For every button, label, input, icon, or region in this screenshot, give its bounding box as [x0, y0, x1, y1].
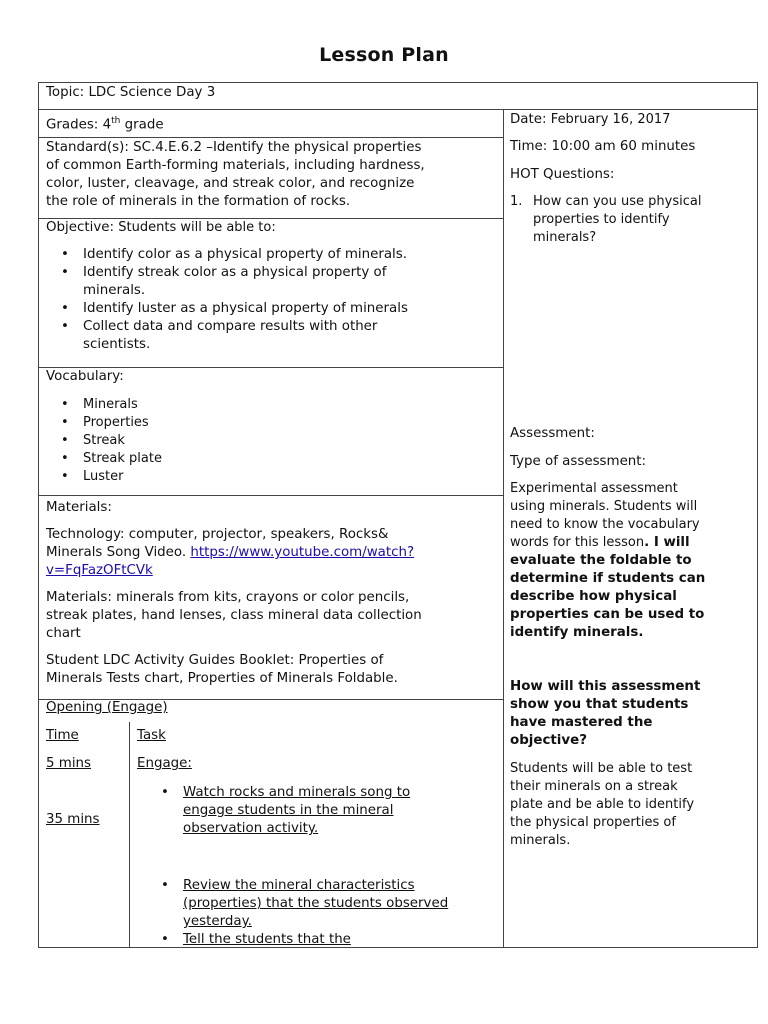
- vocabulary-cell: [46, 368, 501, 486]
- column-divider: [503, 109, 504, 947]
- opening-label: Opening (Engage): [46, 700, 168, 715]
- list-item: • Streak: [39, 432, 501, 450]
- ldc-line: Minerals Tests chart, Properties of Minerals Foldable.: [46, 671, 398, 686]
- date-value: February 16, 2017: [550, 112, 671, 127]
- mastery-question: How will this assessment show you that students have mastered the objective?: [510, 679, 701, 748]
- vocabulary-list: [39, 396, 501, 486]
- list-item: • Minerals: [39, 396, 501, 414]
- list-item: • Luster: [39, 468, 501, 486]
- hot-question: 1. How can you use physical properties to identify minerals?: [510, 194, 702, 245]
- grades-number: 4: [102, 117, 112, 133]
- engage-label: Engage:: [137, 756, 192, 771]
- grades-label: Grades:: [46, 117, 99, 133]
- hot-question-number: 1.: [510, 194, 523, 209]
- objective-list: [39, 246, 501, 354]
- standards-label: Standard(s):: [46, 140, 129, 155]
- time-header: Time: [46, 728, 79, 743]
- page-title: Lesson Plan: [319, 44, 449, 66]
- materials-line: streak plates, hand lenses, class mineral data collection: [46, 608, 422, 623]
- hot-questions-label: HOT Questions:: [510, 167, 615, 182]
- objective-label: Objective:: [46, 220, 115, 235]
- time-line: Time: 10:00 am 60 minutes: [510, 139, 696, 154]
- assessment-description: Experimental assessment using minerals. Students will need to know the vocabulary words for this lesson. I will: [510, 481, 700, 550]
- assessment-label: Assessment:: [510, 426, 595, 441]
- engage-list: [139, 784, 501, 838]
- materials-cell: [46, 499, 501, 688]
- topic-row: [46, 84, 215, 102]
- vocabulary-label: Vocabulary:: [46, 369, 124, 384]
- date-label: Date:: [510, 112, 547, 127]
- youtube-link-continued[interactable]: v=FqFazOFtCVk: [46, 563, 153, 578]
- grades-suffix: grade: [124, 117, 164, 133]
- row-divider: [39, 137, 503, 138]
- list-item: • Identify luster as a physical property of minerals: [39, 300, 501, 318]
- list-item: • Review the mineral characteristics (properties) that the students observed yesterday.: [139, 877, 501, 931]
- engage-list: [139, 877, 501, 949]
- standards-line: SC.4.E.6.2 –Identify the physical properties: [133, 140, 422, 155]
- list-item: • Streak plate: [39, 450, 501, 468]
- list-item: • Identify color as a physical property of minerals.: [39, 246, 501, 264]
- topic-value: LDC Science Day 3: [88, 85, 216, 100]
- lesson-plan-table: [38, 82, 758, 948]
- ldc-line: Student LDC Activity Guides Booklet: Properties of: [46, 653, 384, 668]
- list-item: • Watch rocks and minerals song to engage students in the mineral observation activity.: [139, 784, 501, 838]
- topic-label: Topic:: [46, 85, 85, 100]
- grades-row: [46, 112, 164, 134]
- list-item: • Tell the students that the: [139, 931, 501, 949]
- type-of-assessment-label: Type of assessment:: [510, 454, 647, 469]
- materials-line: Materials: minerals from kits, crayons or color pencils,: [46, 590, 410, 605]
- right-column: [510, 111, 755, 247]
- youtube-link[interactable]: https://www.youtube.com/watch?: [190, 545, 415, 560]
- technology-line: Minerals Song Video.: [46, 545, 187, 560]
- materials-line: chart: [46, 626, 81, 641]
- standards-cell: [46, 139, 501, 211]
- standards-line: color, luster, cleavage, and streak color, and recognize: [46, 176, 415, 191]
- time-35-mins: 35 mins: [46, 812, 100, 827]
- objective-cell: [46, 219, 501, 354]
- grades-superscript: th: [111, 116, 121, 126]
- assessment-evaluation: evaluate the foldable to determine if students can describe how physical properties can be used to identify minerals.: [510, 553, 706, 640]
- technology-line: Technology: computer, projector, speakers, Rocks&: [46, 527, 389, 542]
- mastery-answer: Students will be able to test their minerals on a streak plate and be able to identify the physical properties of minerals.: [510, 761, 695, 848]
- time-5-mins: 5 mins: [46, 756, 92, 771]
- row-divider: [39, 109, 757, 110]
- objective-intro: Students will be able to:: [118, 220, 276, 235]
- materials-label: Materials:: [46, 500, 112, 515]
- standards-line: of common Earth-forming materials, including hardness,: [46, 158, 425, 173]
- assessment-section: [510, 425, 755, 850]
- task-header: Task: [137, 728, 166, 743]
- standards-line: the role of minerals in the formation of rocks.: [46, 194, 351, 209]
- list-item: • Identify streak color as a physical property of minerals.: [39, 264, 501, 300]
- list-item: • Properties: [39, 414, 501, 432]
- time-task-divider: [129, 722, 130, 947]
- row-divider: [39, 495, 503, 496]
- list-item: • Collect data and compare results with other scientists.: [39, 318, 501, 354]
